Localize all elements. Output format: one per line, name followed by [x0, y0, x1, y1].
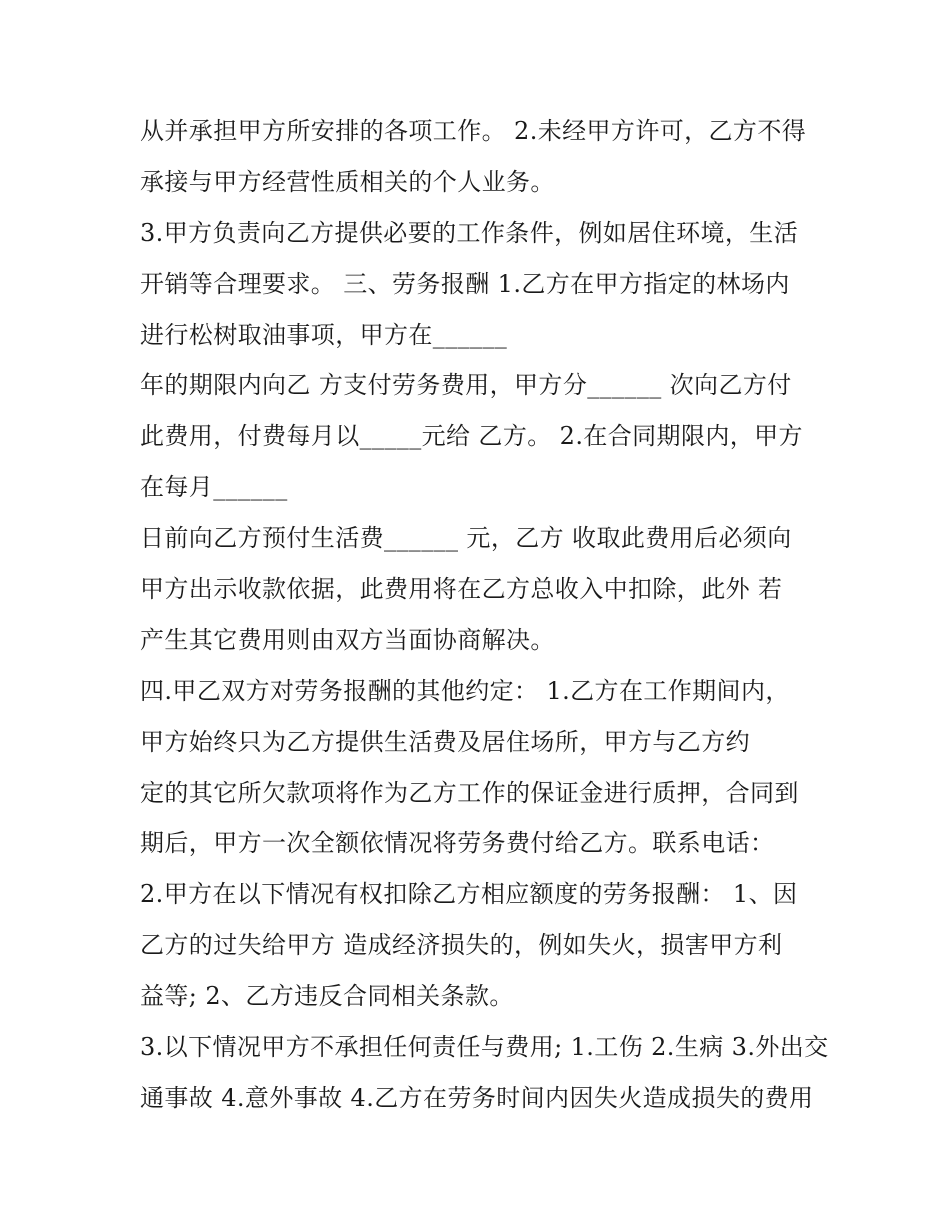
text-line: 甲方出示收款依据，此费用将在乙方总收入中扣除，此外 若 — [140, 575, 783, 604]
text-line: 此费用，付费每月以_____元给 乙方。 2.在合同期限内，甲方 — [140, 422, 803, 451]
text-line: 期后，甲方一次全额依情况将劳务费付给乙方。联系电话： — [140, 829, 775, 858]
text-line: 3.甲方负责向乙方提供必要的工作条件，例如居住环境，生活 — [140, 218, 799, 247]
text-line: 甲方始终只为乙方提供生活费及居住场所，甲方与乙方约 — [140, 727, 750, 756]
text-line: 产生其它费用则由双方当面协商解决。 — [140, 625, 555, 654]
text-line: 进行松树取油事项，甲方在______ — [140, 320, 508, 349]
text-line: 四.甲乙双方对劳务报酬的其他约定： 1.乙方在工作期间内， — [140, 676, 790, 705]
text-line: 年的期限内向乙 方支付劳务费用，甲方分______ 次向乙方付 — [140, 371, 792, 400]
contract-body-text — [140, 106, 829, 1124]
text-line: 通事故 4.意外事故 4.乙方在劳务时间内因失火造成损失的费用 — [140, 1083, 814, 1112]
text-line: 2.甲方在以下情况有权扣除乙方相应额度的劳务报酬： 1、因 — [140, 880, 798, 909]
text-line: 定的其它所欠款项将作为乙方工作的保证金进行质押，合同到 — [140, 778, 799, 807]
text-line: 3.以下情况甲方不承担任何责任与费用; 1.工伤 2.生病 3.外出交 — [140, 1033, 829, 1062]
text-line: 承接与甲方经营性质相关的个人业务。 — [140, 167, 555, 196]
text-line: 在每月______ — [140, 473, 288, 502]
text-line: 从并承担甲方所安排的各项工作。 2.未经甲方许可，乙方不得 — [140, 117, 807, 145]
text-line: 益等; 2、乙方违反合同相关条款。 — [140, 982, 514, 1011]
text-line: 开销等合理要求。 三、劳务报酬 1.乙方在甲方指定的林场内 — [140, 269, 790, 298]
text-line: 乙方的过失给甲方 造成经济损失的，例如失火，损害甲方利 — [140, 931, 783, 960]
text-line: 日前向乙方预付生活费______ 元，乙方 收取此费用后必须向 — [140, 524, 792, 553]
